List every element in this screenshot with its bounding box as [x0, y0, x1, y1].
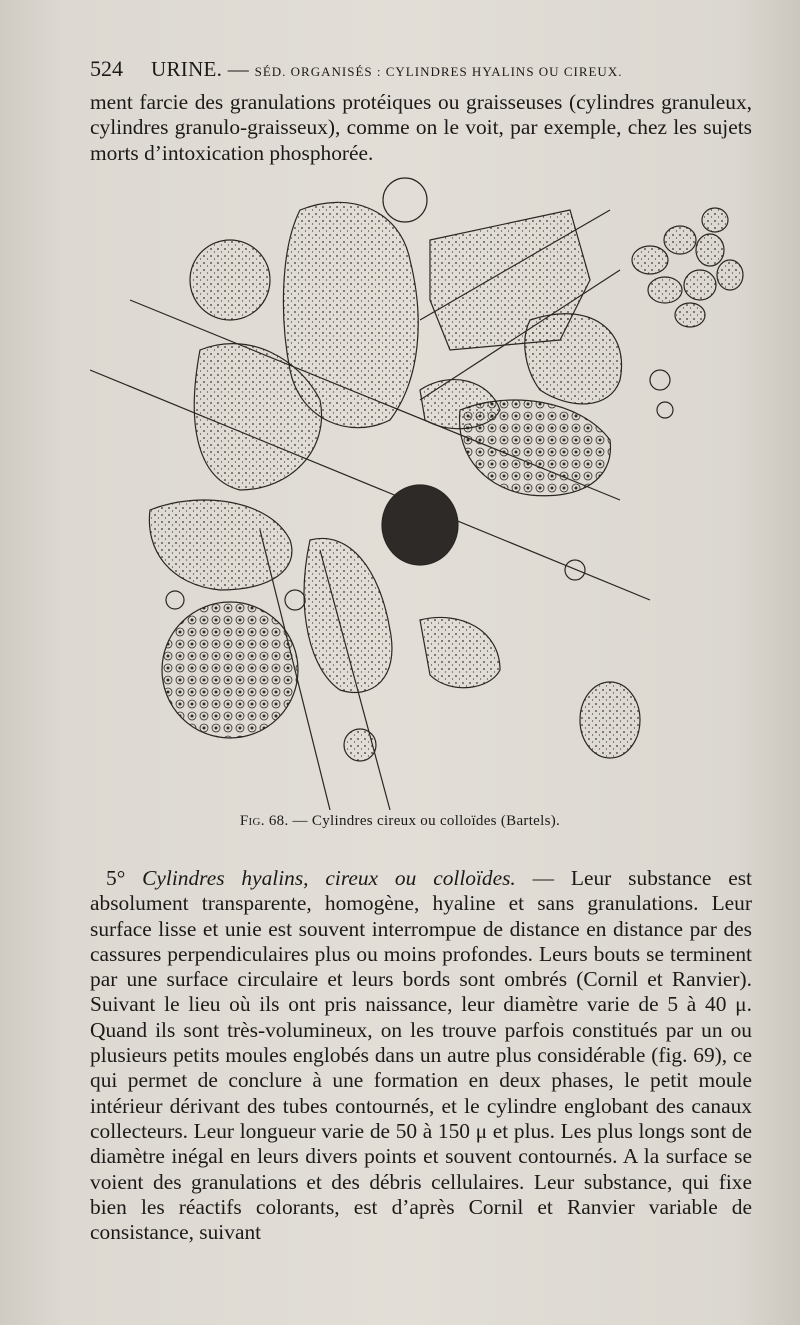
hyaline-cast: [304, 538, 392, 692]
round-cell: [580, 682, 640, 758]
paragraph-section: [90, 866, 752, 1245]
small-cell: [650, 370, 670, 390]
round-cell: [190, 240, 270, 320]
round-cell: [162, 602, 298, 738]
section-body: — Leur substance est absolument transparente, homogène, hyaline et sans granulations. Leur surface lisse et unie est souvent interrompue de distance en distance par des cassures perpendiculaires plus ou moins profondes. Leurs bouts se terminent par une surface circulaire et leurs bords sont ombrés (Cornil et Ranvier). Suivant le lieu où ils ont pris naissance, leur diamètre varie de 5 à 40 μ. Quand ils sont très-volumineux, on les trouve parfois constitués par un ou plusieurs petits moules englobés dans un autre plus considérable (fig. 69), ce qui permet de conclure à une formation en deux phases, le petit moule intérieur dérivant des tubes contournés, et le cylindre englobant des canaux collecteurs. Leur longueur varie de 50 à 150 μ et plus. Les plus longs sont de diamètre inégal en leurs divers points et souvent contournés. A la surface se voient des granulations et des débris cellulaires. Leur substance, qui fixe bien les réactifs colorants, est d’après Cornil et Ranvier variable de consistance, suivant: [90, 866, 752, 1245]
granular-cast: [460, 400, 611, 496]
figure-caption: [0, 813, 800, 830]
section-title: Cylindres hyalins, cireux ou colloïdes.: [142, 866, 516, 890]
cell-cluster: [632, 208, 743, 327]
hyaline-cast: [525, 314, 622, 404]
caption-text: — Cylindres cireux ou colloïdes (Bartels).: [288, 813, 561, 829]
small-cell: [565, 560, 585, 580]
small-cell: [344, 729, 376, 761]
round-cell: [383, 178, 427, 222]
paragraph-top: ment farcie des granulations protéiques ou graisseuses (cylindres granuleux, cylindres granulo-graisseux), comme on le voit, par exemple, chez les sujets morts d’intoxication phosphorée.: [90, 90, 752, 165]
running-title-main: URINE. —: [151, 57, 255, 81]
hyaline-cast: [420, 617, 500, 687]
running-title-sub: SÉD. ORGANISÉS : CYLINDRES HYALINS OU CIREUX.: [254, 64, 623, 79]
small-cell: [166, 591, 184, 609]
running-title: [151, 57, 622, 82]
small-cell: [285, 590, 305, 610]
page-number: 524: [90, 56, 123, 81]
caption-label: Fig. 68.: [239, 813, 289, 829]
section-number: 5°: [106, 866, 143, 890]
dark-cell: [382, 485, 458, 565]
hyaline-cast: [149, 500, 292, 590]
figure-illustration: [90, 170, 750, 810]
small-cell: [657, 402, 673, 418]
running-header: [90, 56, 750, 82]
